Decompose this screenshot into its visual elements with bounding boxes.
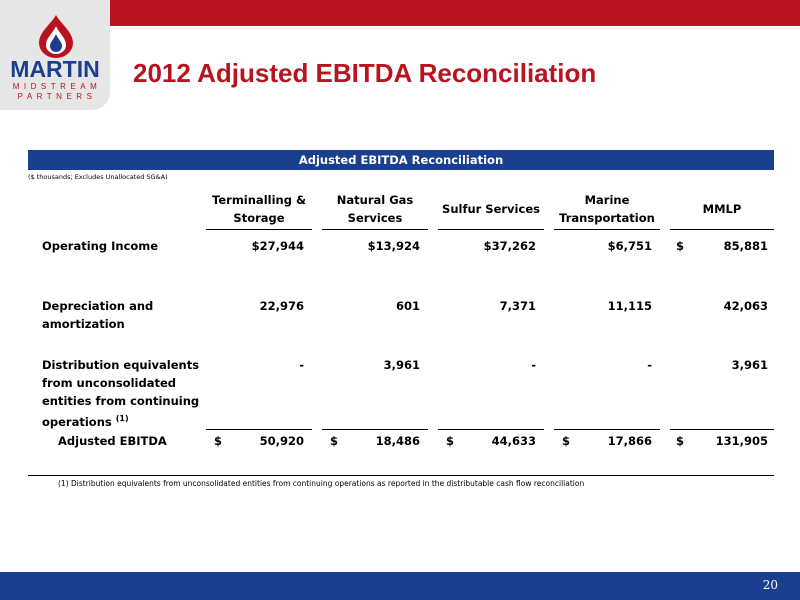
cell-value: $13,924 [367, 239, 420, 253]
column-header-marine: Marine Transportation [559, 193, 655, 225]
cell-value: 42,063 [723, 299, 768, 313]
cell-value: 22,976 [259, 299, 304, 313]
column-header-sulfur: Sulfur Services [442, 202, 540, 216]
cell-value: 3,961 [731, 358, 768, 372]
column-underline [554, 229, 660, 230]
column-header-natural-gas: Natural Gas Services [336, 193, 414, 225]
subtotal-rule [206, 429, 312, 430]
cell-value: - [299, 358, 304, 372]
cell-value: - [531, 358, 536, 372]
column-header-terminalling: Terminalling & Storage [212, 193, 306, 225]
footnote-reference: (1) [115, 414, 129, 423]
cell-value: 50,920 [259, 434, 304, 448]
flame-logo-icon [35, 14, 77, 58]
subtotal-rule [322, 429, 428, 430]
cell-value: 3,961 [383, 358, 420, 372]
dollar-sign: $ [446, 434, 455, 448]
cell-value: - [647, 358, 652, 372]
dollar-sign: $ [676, 434, 685, 448]
row-label-adjusted-ebitda: Adjusted EBITDA [58, 434, 167, 448]
column-header-mmlp: MMLP [702, 202, 742, 216]
column-underline [322, 229, 428, 230]
cell-value: 17,866 [607, 434, 652, 448]
row-label-operating-income: Operating Income [42, 239, 159, 253]
table-bottom-rule [28, 475, 774, 476]
footer-bar [0, 572, 800, 600]
cell-value: 601 [395, 299, 420, 313]
page-number: 20 [762, 578, 778, 592]
column-underline [438, 229, 544, 230]
cell-value: $6,751 [607, 239, 652, 253]
dollar-sign: $ [676, 239, 685, 253]
page-title: 2012 Adjusted EBITDA Reconciliation [133, 58, 597, 88]
cell-value: 44,633 [491, 434, 536, 448]
company-logo [0, 0, 110, 110]
column-underline [206, 229, 312, 230]
column-underline [670, 229, 774, 230]
dollar-sign: $ [214, 434, 223, 448]
dollar-sign: $ [330, 434, 339, 448]
row-label-depreciation: Depreciation and amortization [42, 299, 154, 331]
logo-name: MARTIN [10, 56, 100, 82]
subtotal-rule [438, 429, 544, 430]
row-label-distribution-equivalents [42, 356, 202, 431]
logo-subtitle-1: MIDSTREAM [12, 82, 102, 91]
cell-value: 11,115 [607, 299, 652, 313]
table-header-bar: Adjusted EBITDA Reconciliation [28, 150, 774, 170]
logo-subtitle-2: PARTNERS [17, 92, 97, 101]
subtotal-rule [554, 429, 660, 430]
cell-value: $27,944 [251, 239, 304, 253]
subtotal-rule [670, 429, 774, 430]
cell-value: 131,905 [715, 434, 768, 448]
units-note: ($ thousands; Excludes Unallocated SG&A) [28, 173, 168, 181]
top-accent-bar [110, 0, 800, 26]
cell-value: $37,262 [483, 239, 536, 253]
dollar-sign: $ [562, 434, 571, 448]
footnote: (1) Distribution equivalents from unconsolidated entities from continuing operations as reported in the distributable cash flow reconciliation [58, 479, 585, 488]
cell-value: 7,371 [499, 299, 536, 313]
cell-value: 18,486 [375, 434, 420, 448]
cell-value: 85,881 [723, 239, 768, 253]
row-label-text: Distribution equivalents from unconsolidated entities from continuing operations [42, 358, 200, 429]
